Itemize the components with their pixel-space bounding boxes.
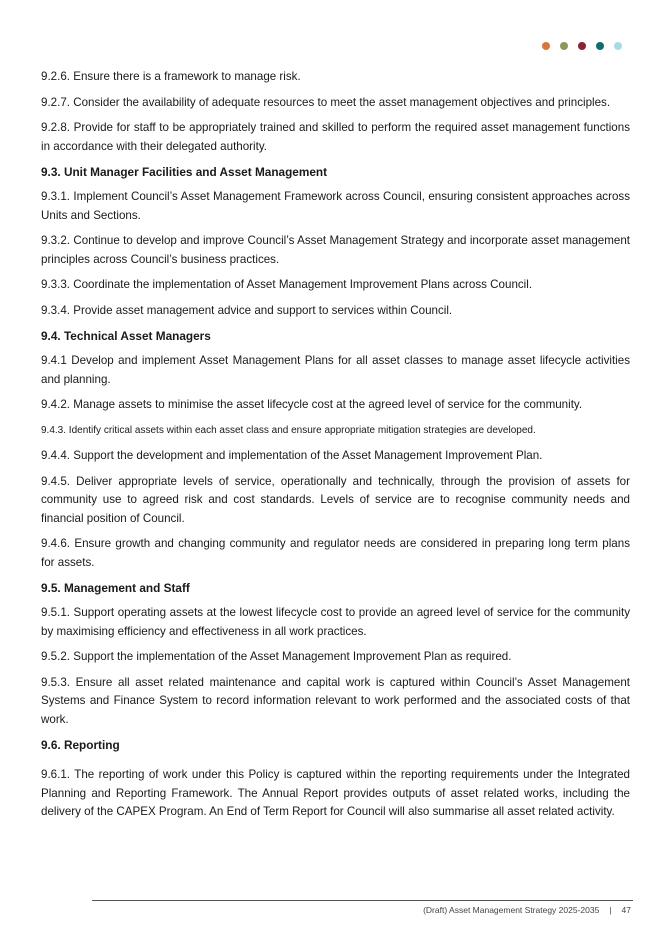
footer-separator: | xyxy=(609,905,612,915)
page-footer xyxy=(423,905,631,915)
footer-divider xyxy=(92,900,633,901)
section-heading: 9.6. Reporting xyxy=(41,738,120,752)
header-dot xyxy=(560,42,568,50)
paragraph: 9.2.6. Ensure there is a framework to manage risk. xyxy=(41,70,301,83)
page-content xyxy=(41,68,630,829)
paragraph: 9.3.1. Implement Council’s Asset Management Framework across Council, ensuring consistent approaches across Units and Sections. xyxy=(41,190,630,222)
header-dot xyxy=(578,42,586,50)
paragraph: 9.2.7. Consider the availability of adequate resources to meet the asset management objectives and principles. xyxy=(41,95,611,109)
paragraph: 9.4.3. Identify critical assets within each asset class and ensure appropriate mitigation strategies are developed. xyxy=(41,424,536,436)
footer-title: (Draft) Asset Management Strategy 2025-2035 xyxy=(423,905,600,915)
paragraph: 9.3.4. Provide asset management advice and support to services within Council. xyxy=(41,303,453,317)
header-dot xyxy=(542,42,550,50)
paragraph: 9.5.1. Support operating assets at the lowest lifecycle cost to provide an agreed level of service for the community by maximising efficiency and effectiveness in all work practices. xyxy=(41,606,630,638)
paragraph: 9.3.2. Continue to develop and improve Council’s Asset Management Strategy and incorporate asset management principles across Council’s business practices. xyxy=(41,234,630,266)
paragraph: 9.3.3. Coordinate the implementation of Asset Management Improvement Plans across Council. xyxy=(41,278,533,291)
paragraph: 9.6.1. The reporting of work under this Policy is captured within the reporting requirements under the Integrated Planning and Reporting Framework. The Annual Report provides outputs of asset related works, including the delivery of the CAPEX Program. An End of Term Report for Council will also summarise all asset related activity. xyxy=(41,768,630,818)
paragraph: 9.4.1 Develop and implement Asset Management Plans for all asset classes to manage asset lifecycle activities and planning. xyxy=(41,354,630,386)
page-number: 47 xyxy=(621,905,631,915)
paragraph: 9.5.3. Ensure all asset related maintenance and capital work is captured within Council’s Asset Management Systems and Finance System to record information relevant to work performed and the associated costs of that work. xyxy=(41,675,630,726)
section-heading: 9.3. Unit Manager Facilities and Asset Management xyxy=(41,165,328,179)
header-dot xyxy=(596,42,604,50)
section-heading: 9.4. Technical Asset Managers xyxy=(41,329,211,343)
paragraph: 9.4.4. Support the development and implementation of the Asset Management Improvement Plan. xyxy=(41,449,543,462)
section-heading: 9.5. Management and Staff xyxy=(41,581,190,595)
paragraph: 9.4.2. Manage assets to minimise the asset lifecycle cost at the agreed level of service for the community. xyxy=(41,398,583,411)
header-dot xyxy=(614,42,622,50)
paragraph: 9.5.2. Support the implementation of the Asset Management Improvement Plan as required. xyxy=(41,650,512,663)
paragraph: 9.4.5. Deliver appropriate levels of service, operationally and technically, through the provision of assets for community use to agreed risk and cost standards. Levels of service are to recognise community needs and financial position of Council. xyxy=(41,474,630,525)
paragraph: 9.2.8. Provide for staff to be appropriately trained and skilled to perform the required asset management functions in accordance with their delegated authority. xyxy=(41,121,630,153)
header-dots xyxy=(542,42,622,50)
paragraph: 9.4.6. Ensure growth and changing community and regulator needs are considered in preparing long term plans for assets. xyxy=(41,537,630,569)
